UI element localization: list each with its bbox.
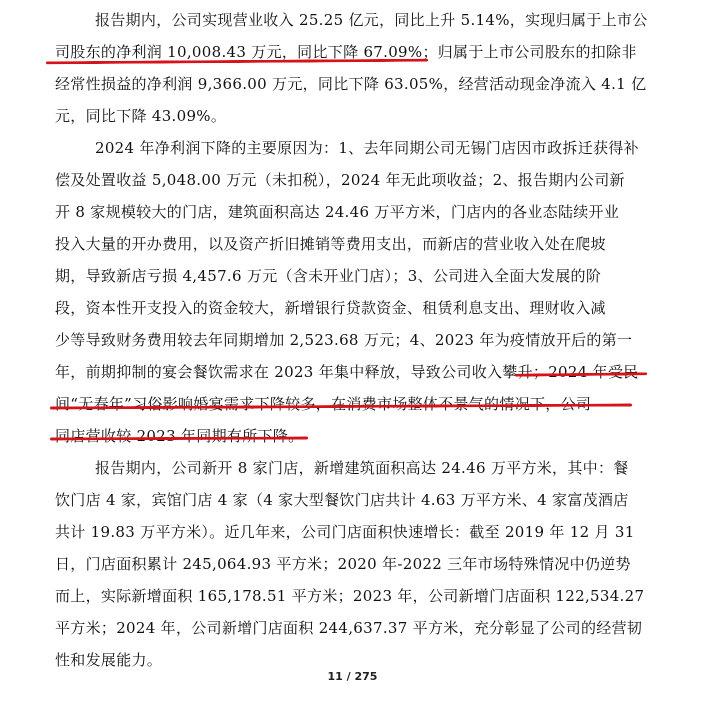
paragraph-1-line-3: 经常性损益的净利润 9,366.00 万元，同比下降 63.05%，经营活动现金净流入 4.1 亿 xyxy=(55,75,647,93)
paragraph-1-line-2: 司股东的净利润 10,008.43 万元，同比下降 67.09%；归属于上市公司股东的扣除非 xyxy=(55,43,637,61)
paragraph-3-line-6: 平方米；2024 年，公司新增门店面积 244,637.37 平方米，充分彰显了公司的经营韧 xyxy=(55,619,643,637)
paragraph-2-line-4: 投入大量的开办费用，以及资产折旧摊销等费用支出，而新店的营业收入处在爬坡 xyxy=(55,235,606,253)
paragraph-2-line-7: 少等导致财务费用较去年同期增加 2,523.68 万元；4、2023 年为疫情放开后的第一 xyxy=(55,331,633,349)
paragraph-3-line-5: 而上，实际新增面积 165,178.51 平方米；2023 年，公司新增门店面积 122,534.27 xyxy=(55,587,645,605)
page-number: 11 / 275 xyxy=(327,670,378,683)
paragraph-3-line-7: 性和发展能力。 xyxy=(55,651,163,669)
paragraph-3-line-4: 日，门店面积累计 245,064.93 平方米；2020 年-2022 三年市场特殊情况中仍逆势 xyxy=(55,555,631,573)
paragraph-1-line-4: 元，同比下降 43.09%。 xyxy=(55,107,227,125)
paragraph-2-line-3: 开 8 家规模较大的门店，建筑面积高达 24.46 万平方米，门店内的各业态陆续开业 xyxy=(55,203,620,221)
paragraph-3-line-3: 共计 19.83 万平方米）。近几年来，公司门店面积快速增长：截至 2019 年 12 月 31 xyxy=(55,523,635,541)
paragraph-3-line-2: 饮门店 4 家，宾馆门店 4 家（4 家大型餐饮门店共计 4.63 万平方米、4 家富茂酒店 xyxy=(55,491,629,509)
paragraph-2-line-8: 年，前期抑制的宴会餐饮需求在 2023 年集中释放，导致公司收入攀升；2024 年受民 xyxy=(55,363,639,381)
paragraph-3-line-1: 报告期内，公司新开 8 家门店，新增建筑面积高达 24.46 万平方米，其中：餐 xyxy=(95,459,629,477)
paragraph-2-line-1: 2024 年净利润下降的主要原因为：1、去年同期公司无锡门店因市政拆迁获得补 xyxy=(95,139,639,157)
paragraph-2-line-10: 同店营收较 2023 年同期有所下降。 xyxy=(55,427,304,445)
paragraph-2-line-6: 段，资本性开支投入的资金较大，新增银行贷款资金、租赁利息支出、理财收入减 xyxy=(55,299,606,317)
paragraph-2-line-5: 期，导致新店亏损 4,457.6 万元（含未开业门店）；3、公司进入全面大发展的阶 xyxy=(55,267,602,285)
paragraph-2-line-2: 偿及处置收益 5,048.00 万元（未扣税），2024 年无此项收益；2、报告期内公司新 xyxy=(55,171,625,189)
paragraph-1-line-1: 报告期内，公司实现营业收入 25.25 亿元，同比上升 5.14%，实现归属于上市公 xyxy=(95,11,648,29)
paragraph-2-line-9: 间“无春年”习俗影响婚宴需求下降较多，在消费市场整体不景气的情况下，公司 xyxy=(55,395,592,413)
